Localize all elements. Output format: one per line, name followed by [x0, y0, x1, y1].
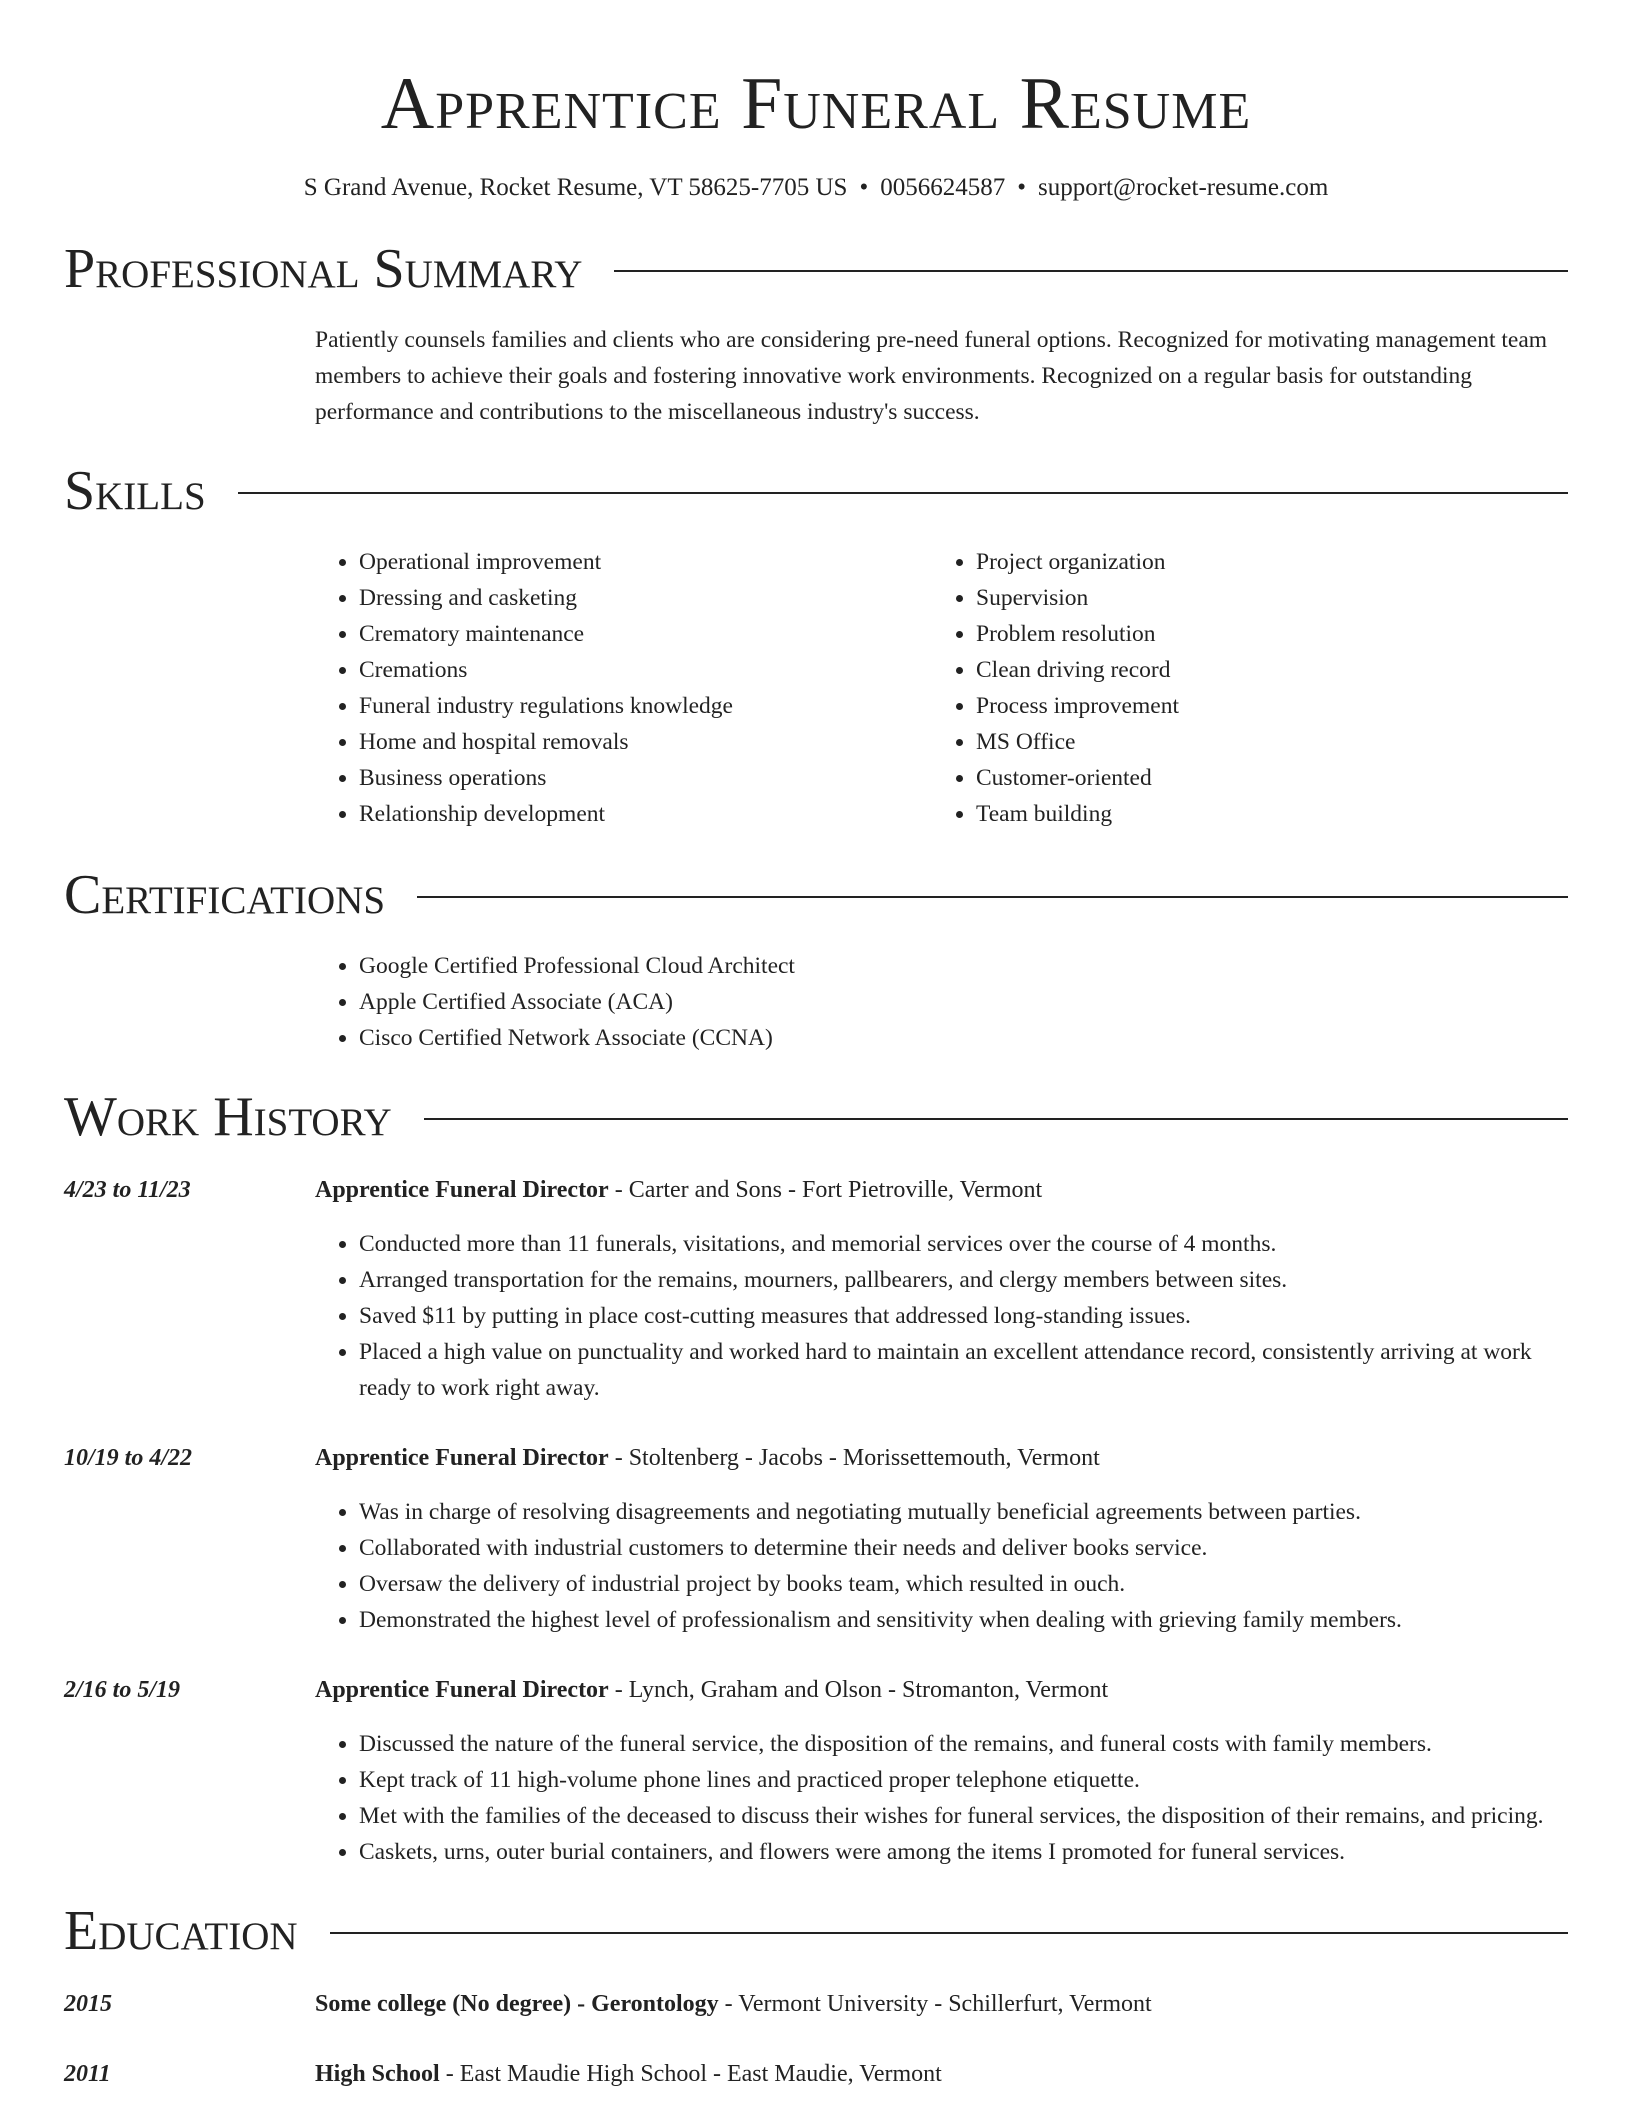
- summary-heading: Professional Summary: [64, 238, 583, 300]
- certification-item: • Apple Certified Associate (ACA): [359, 984, 1568, 1020]
- job-bullet: • Kept track of 11 high-volume phone lines and practiced proper telephone etiquette.: [359, 1762, 1568, 1798]
- education-year: 2011: [64, 2061, 111, 2087]
- job-bullet: • Demonstrated the highest level of professionalism and sensitivity when dealing with grieving family members.: [359, 1602, 1568, 1638]
- education-heading-line: [315, 1986, 1152, 2022]
- skills-list: [315, 544, 1568, 832]
- skill-item: • Operational improvement: [359, 544, 932, 580]
- summary-text: Patiently counsels families and clients who are considering pre-need funeral options. Recognized for motivating management team members to achieve their goals and fostering innovative work environments. Recognized on a regular basis for outstanding performance and contributions to the miscellaneous industry's success.: [315, 327, 1548, 425]
- contact-separator: •: [859, 174, 869, 201]
- skill-item: • Team building: [976, 796, 1549, 832]
- job-bullets: [315, 1494, 1568, 1638]
- job-bullet: • Oversaw the delivery of industrial project by books team, which resulted in ouch.: [359, 1566, 1568, 1602]
- certifications-list: [315, 948, 1568, 1056]
- education-heading: Education: [64, 1900, 298, 1962]
- skills-heading: Skills: [64, 460, 206, 522]
- work-history-heading: Work History: [64, 1086, 392, 1148]
- skill-item: • Crematory maintenance: [359, 616, 932, 652]
- job-title: Apprentice Funeral Director: [315, 1677, 609, 1703]
- skills-section-header: [64, 456, 1568, 526]
- skill-item: • Customer-oriented: [976, 760, 1549, 796]
- job-bullet: • Was in charge of resolving disagreements and negotiating mutually beneficial agreements between parties.: [359, 1494, 1568, 1530]
- certifications-heading: Certifications: [64, 864, 386, 926]
- work-history-section-header: [64, 1082, 1568, 1152]
- skills-column-right: [932, 544, 1549, 832]
- contact-address: S Grand Avenue, Rocket Resume, VT 58625-7705 US: [303, 174, 848, 201]
- contact-phone: 0056624587: [880, 174, 1006, 201]
- contact-separator: •: [1017, 174, 1026, 201]
- certification-item: • Cisco Certified Network Associate (CCNA): [359, 1020, 1568, 1056]
- job-dates: 2/16 to 5/19: [64, 1677, 181, 1703]
- job-dates: 4/23 to 11/23: [64, 1177, 191, 1203]
- skill-item: • Home and hospital removals: [359, 724, 932, 760]
- job-entry: [64, 1672, 1568, 1870]
- skills-column-left: [315, 544, 932, 832]
- education-section-header: [64, 1896, 1568, 1966]
- job-title: Apprentice Funeral Director: [315, 1177, 609, 1203]
- education-school: - Vermont University - Schillerfurt, Vermont: [718, 1991, 1152, 2017]
- skill-item: • Supervision: [976, 580, 1549, 616]
- skill-item: • Relationship development: [359, 796, 932, 832]
- education-degree: Some college (No degree) - Gerontology: [315, 1991, 719, 2017]
- job-bullet: • Arranged transportation for the remains, mourners, pallbearers, and clergy members between sites.: [359, 1262, 1568, 1298]
- job-bullets: [315, 1726, 1568, 1870]
- skill-item: • Business operations: [359, 760, 932, 796]
- skill-item: • Problem resolution: [976, 616, 1549, 652]
- education-heading-line: [315, 2056, 942, 2092]
- job-title: Apprentice Funeral Director: [315, 1445, 609, 1471]
- skill-item: • Cremations: [359, 652, 932, 688]
- page-title: Apprentice Funeral Resume: [380, 63, 1252, 145]
- section-divider: [238, 492, 1568, 494]
- education-year: 2015: [64, 1991, 112, 2017]
- skill-item: • Clean driving record: [976, 652, 1549, 688]
- job-employer: - Stoltenberg - Jacobs - Morissettemouth, Vermont: [608, 1445, 1100, 1471]
- skill-item: • Dressing and casketing: [359, 580, 932, 616]
- skill-item: • Process improvement: [976, 688, 1549, 724]
- job-bullet: • Met with the families of the deceased to discuss their wishes for funeral services, the disposition of their remains, and pricing.: [359, 1798, 1568, 1834]
- job-bullet: • Saved $11 by putting in place cost-cutting measures that addressed long-standing issues.: [359, 1298, 1568, 1334]
- skill-item: • Project organization: [976, 544, 1549, 580]
- education-entry: [64, 1986, 1568, 2022]
- job-bullet: • Placed a high value on punctuality and worked hard to maintain an excellent attendance record, consistently arriving at work ready to work right away.: [359, 1334, 1568, 1406]
- certification-item: • Google Certified Professional Cloud Architect: [359, 948, 1568, 984]
- job-bullet: • Conducted more than 11 funerals, visitations, and memorial services over the course of 4 months.: [359, 1226, 1568, 1262]
- job-heading: [315, 1172, 1568, 1208]
- job-entry: [64, 1172, 1568, 1406]
- section-divider: [424, 1118, 1568, 1120]
- job-bullet: • Collaborated with industrial customers to determine their needs and deliver books service.: [359, 1530, 1568, 1566]
- job-employer: - Carter and Sons - Fort Pietroville, Vermont: [608, 1177, 1043, 1203]
- contact-line: [64, 170, 1568, 206]
- skill-item: • MS Office: [976, 724, 1549, 760]
- section-divider: [330, 1932, 1568, 1934]
- job-dates: 10/19 to 4/22: [64, 1445, 193, 1471]
- job-heading: [315, 1440, 1568, 1476]
- section-divider: [614, 270, 1568, 272]
- education-degree: High School: [315, 2061, 440, 2087]
- contact-email: support@rocket-resume.com: [1037, 174, 1329, 201]
- job-employer: - Lynch, Graham and Olson - Stromanton, Vermont: [608, 1677, 1109, 1703]
- job-heading: [315, 1672, 1568, 1708]
- skill-item: • Funeral industry regulations knowledge: [359, 688, 932, 724]
- resume-page: [64, 0, 1568, 2092]
- section-divider: [417, 896, 1568, 898]
- education-entry: [64, 2056, 1568, 2092]
- job-entry: [64, 1440, 1568, 1638]
- certifications-section-header: [64, 860, 1568, 930]
- education-school: - East Maudie High School - East Maudie, Vermont: [439, 2061, 942, 2087]
- job-bullet: • Discussed the nature of the funeral service, the disposition of the remains, and funeral costs with family members.: [359, 1726, 1568, 1762]
- job-bullet: • Caskets, urns, outer burial containers, and flowers were among the items I promoted for funeral services.: [359, 1834, 1568, 1870]
- job-bullets: [315, 1226, 1568, 1406]
- summary-section-header: [64, 234, 1568, 304]
